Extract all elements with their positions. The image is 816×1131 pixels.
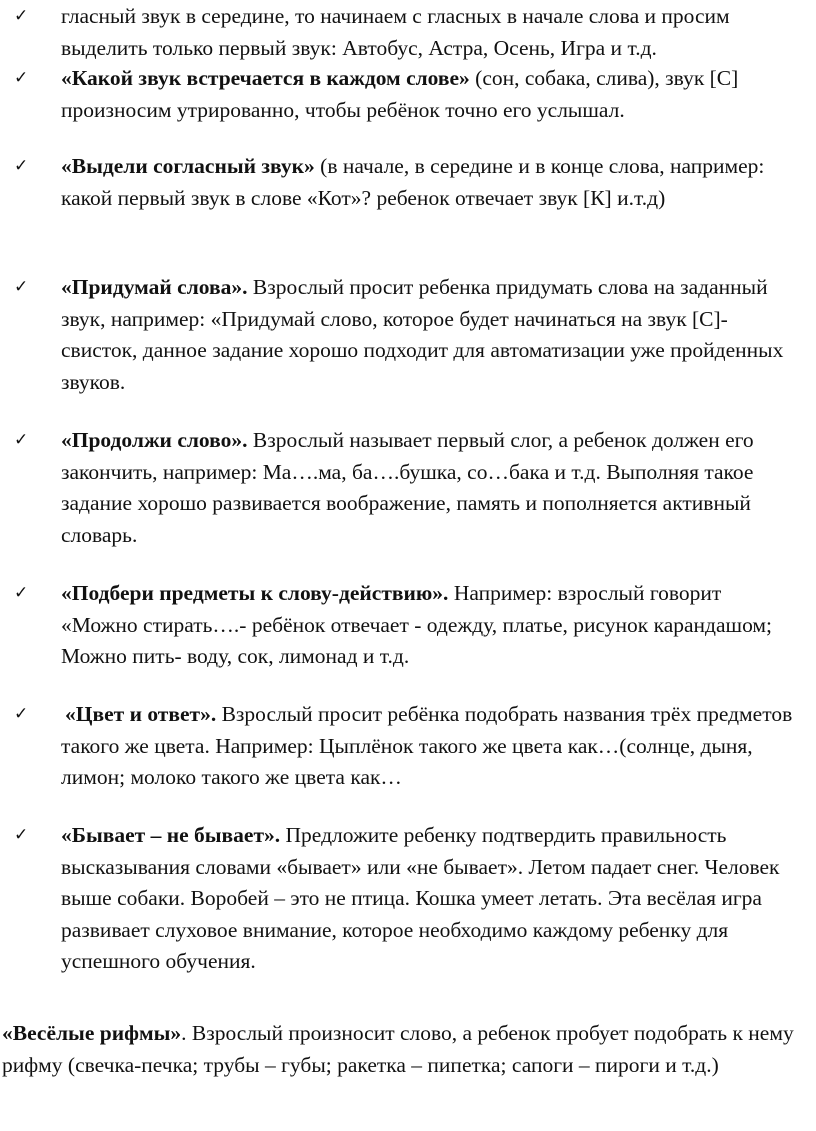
checkmark-icon: ✓	[14, 583, 29, 603]
checkmark-icon: ✓	[14, 277, 29, 297]
item-title: «Продолжи слово».	[61, 428, 248, 452]
item-text: (сон, собака, слива), звук [С] произносим утрированно, чтобы ребёнок точно его услышал.	[61, 66, 739, 122]
paragraph-text: . Взрослый произносит слово, а ребенок пробует подобрать к нему рифму (свечка-печка; трубы – губы; ракетка – пипетка; сапоги – пироги и т.д.)	[2, 1021, 794, 1077]
rhymes-paragraph	[2, 1018, 794, 1081]
item-text: Взрослый просит ребенка придумать слова на заданный звук, например: «Придумай слово, которое будет начинаться на звук [С]- свисток, данное задание хорошо подходит для автоматизации уже пройденных звуков.	[61, 275, 784, 394]
list-item	[14, 272, 796, 398]
checkmark-icon: ✓	[14, 68, 29, 88]
item-text: Предложите ребенку подтвердить правильность высказывания словами «бывает» или «не бывает». Летом падает снег. Человек выше собаки. Воробей – это не птица. Кошка умеет летать. Эта весёлая игра развивает слуховое внимание, которое необходимо каждому ребенку для успешного обучения.	[61, 823, 780, 973]
item-text: (в начале, в середине и в конце слова, например: какой первый звук в слове «Кот»? ребенок отвечает звук [К] и.т.д)	[61, 154, 765, 210]
list-item	[14, 820, 796, 978]
item-title: «Цвет и ответ».	[65, 702, 217, 726]
checkmark-icon: ✓	[14, 156, 29, 176]
item-text: Взрослый просит ребёнка подобрать названия трёх предметов такого же цвета. Например: Цыплёнок такого же цвета как…(солнце, дыня, лимон; молоко такого же цвета как…	[61, 702, 793, 789]
list-item	[14, 151, 796, 214]
checkmark-icon: ✓	[14, 430, 29, 450]
item-text: Взрослый называет первый слог, а ребенок должен его закончить, например: Ма….ма, ба….бушка, со…бака и т.д. Выполняя такое задание хорошо развивается воображение, память и пополняется активный словарь.	[61, 428, 754, 547]
item-title: «Бывает – не бывает».	[61, 823, 281, 847]
list-item	[14, 699, 796, 794]
item-title: «Подбери предметы к слову-действию».	[61, 581, 449, 605]
list-item	[14, 578, 796, 673]
list-item	[14, 63, 796, 126]
item-title: «Какой звук встречается в каждом слове»	[61, 66, 470, 90]
list-item	[14, 425, 796, 551]
list-item	[14, 1, 796, 64]
checkmark-icon: ✓	[14, 704, 29, 724]
checkmark-icon: ✓	[14, 825, 29, 845]
item-text: гласный звук в середине, то начинаем с гласных в начале слова и просим выделить только первый звук: Автобус, Астра, Осень, Игра и т.д.	[61, 4, 730, 60]
item-title: «Выдели согласный звук»	[61, 154, 315, 178]
item-title: «Придумай слова».	[61, 275, 248, 299]
item-text: Например: взрослый говорит «Можно стирать….- ребёнок отвечает - одежду, платье, рисунок карандашом; Можно пить- воду, сок, лимонад и т.д.	[61, 581, 773, 668]
paragraph-title: «Весёлые рифмы»	[2, 1021, 182, 1045]
checkmark-icon: ✓	[14, 6, 29, 26]
